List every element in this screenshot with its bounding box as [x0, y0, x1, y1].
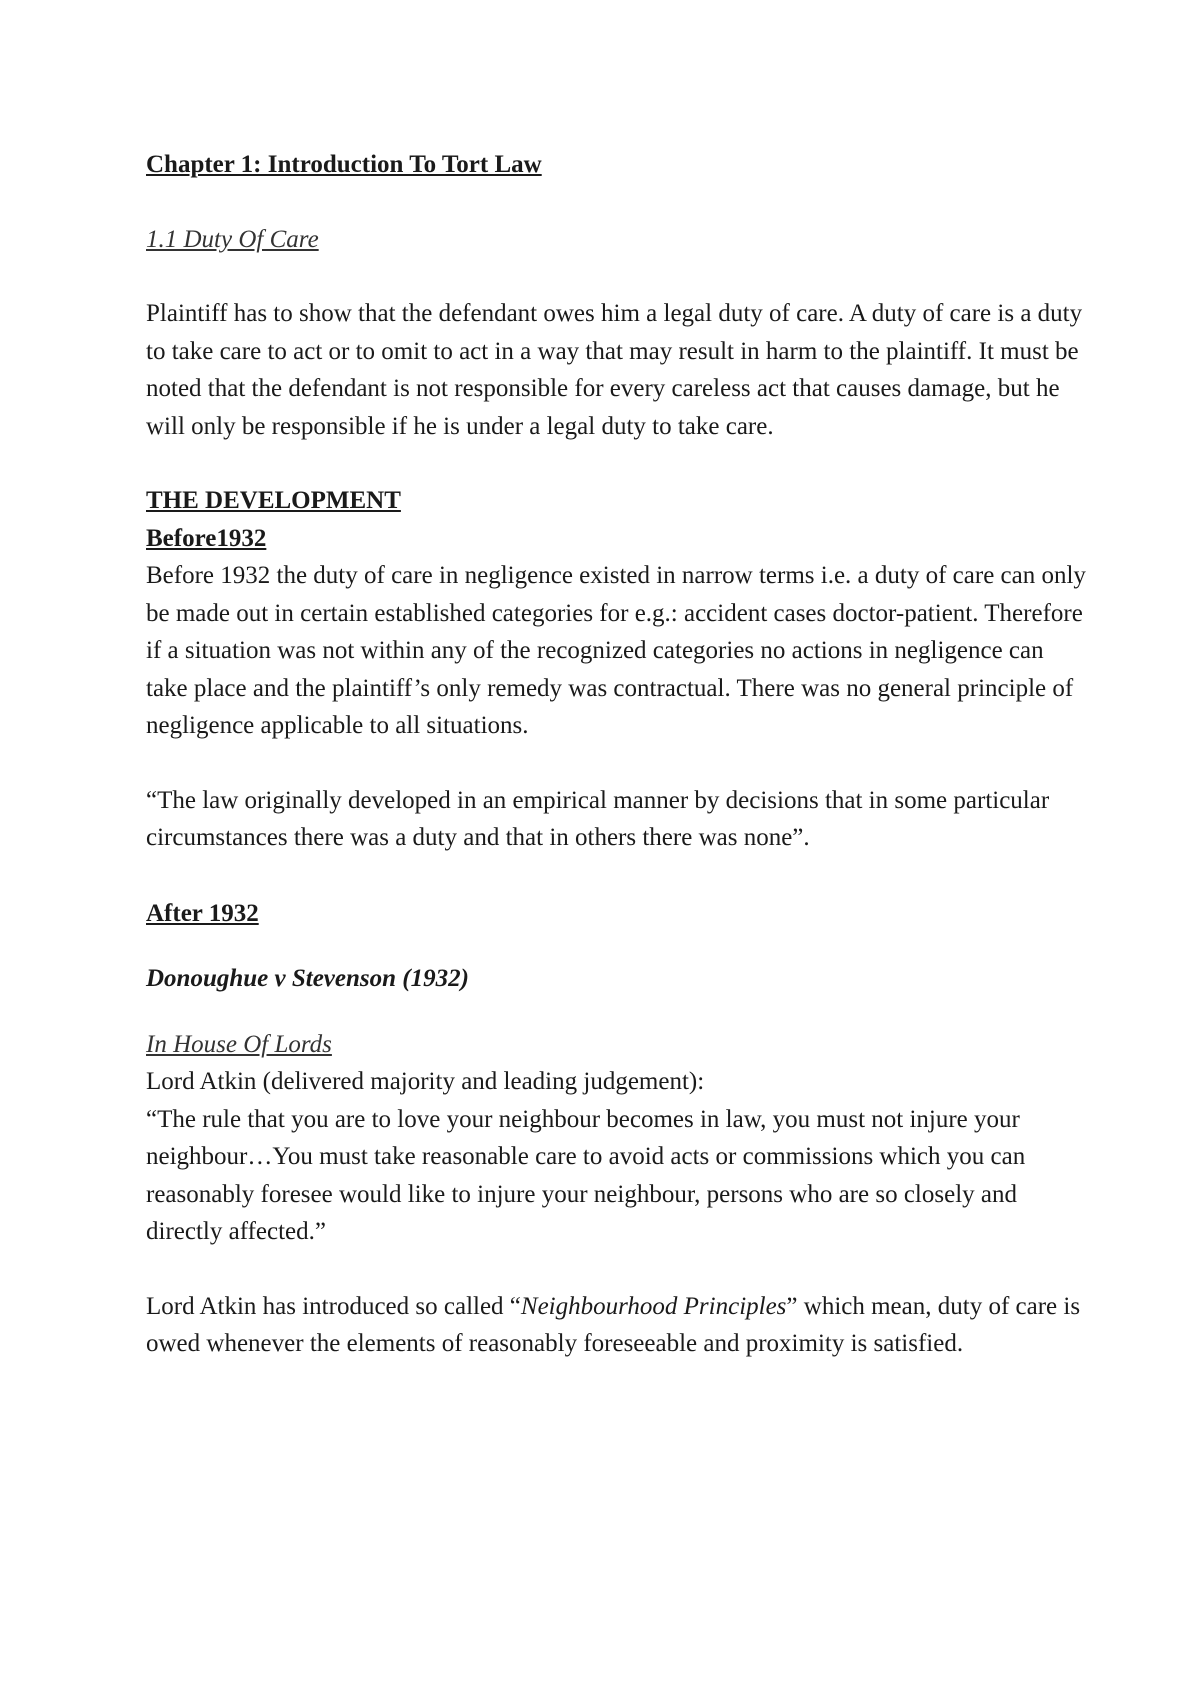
lord-atkin-intro: Lord Atkin (delivered majority and leading judgement): — [146, 1068, 705, 1095]
chapter-title: Chapter 1: Introduction To Tort Law — [146, 151, 542, 178]
section-heading-duty-of-care: 1.1 Duty Of Care — [146, 225, 319, 253]
neighbourhood-principles-paragraph — [146, 1288, 1086, 1363]
empirical-quote: “The law originally developed in an empirical manner by decisions that in some particular circumstances there was a duty and that in others there was none”. — [146, 786, 1050, 851]
neighbour-quote: “The rule that you are to love your neighbour becomes in law, you must not injure your neighbour…You must take reasonable care to avoid acts or commissions which you can reasonably foresee would like to injure your neighbour, persons who are so closely and directly affected.” — [146, 1105, 1026, 1245]
before-1932-heading: Before1932 — [146, 524, 267, 552]
principles-text-end: ” which mean, duty of care is owed whenever the elements of reasonably foreseeable and proximity is satisfied. — [146, 1292, 1081, 1357]
house-of-lords-heading: In House Of Lords — [146, 1030, 332, 1058]
principles-text-start: Lord Atkin has introduced so called “ — [146, 1292, 521, 1320]
before-1932-paragraph: Before 1932 the duty of care in negligence existed in narrow terms i.e. a duty of care can only be made out in certain established categories for e.g.: accident cases doctor-patient. Therefore if a situation was not within any of the recognized categories no actions in negligence can take place and the plaintiff’s only remedy was contractual. There was no general principle of negligence applicable to all situations. — [146, 562, 1086, 739]
after-1932-heading: After 1932 — [146, 899, 259, 927]
principles-term: Neighbourhood Principles — [520, 1292, 787, 1320]
document-body — [146, 146, 1086, 1363]
development-heading: THE DEVELOPMENT — [146, 487, 401, 514]
intro-paragraph: Plaintiff has to show that the defendant owes him a legal duty of care. A duty of care is a duty to take care to act or to omit to act in a way that may result in harm to the plaintiff. It must be noted that the defendant is not responsible for every careless act that causes damage, but he will only be responsible if he is under a legal duty to take care. — [146, 300, 1083, 440]
case-name: Donoughue v Stevenson (1932) — [146, 965, 469, 992]
